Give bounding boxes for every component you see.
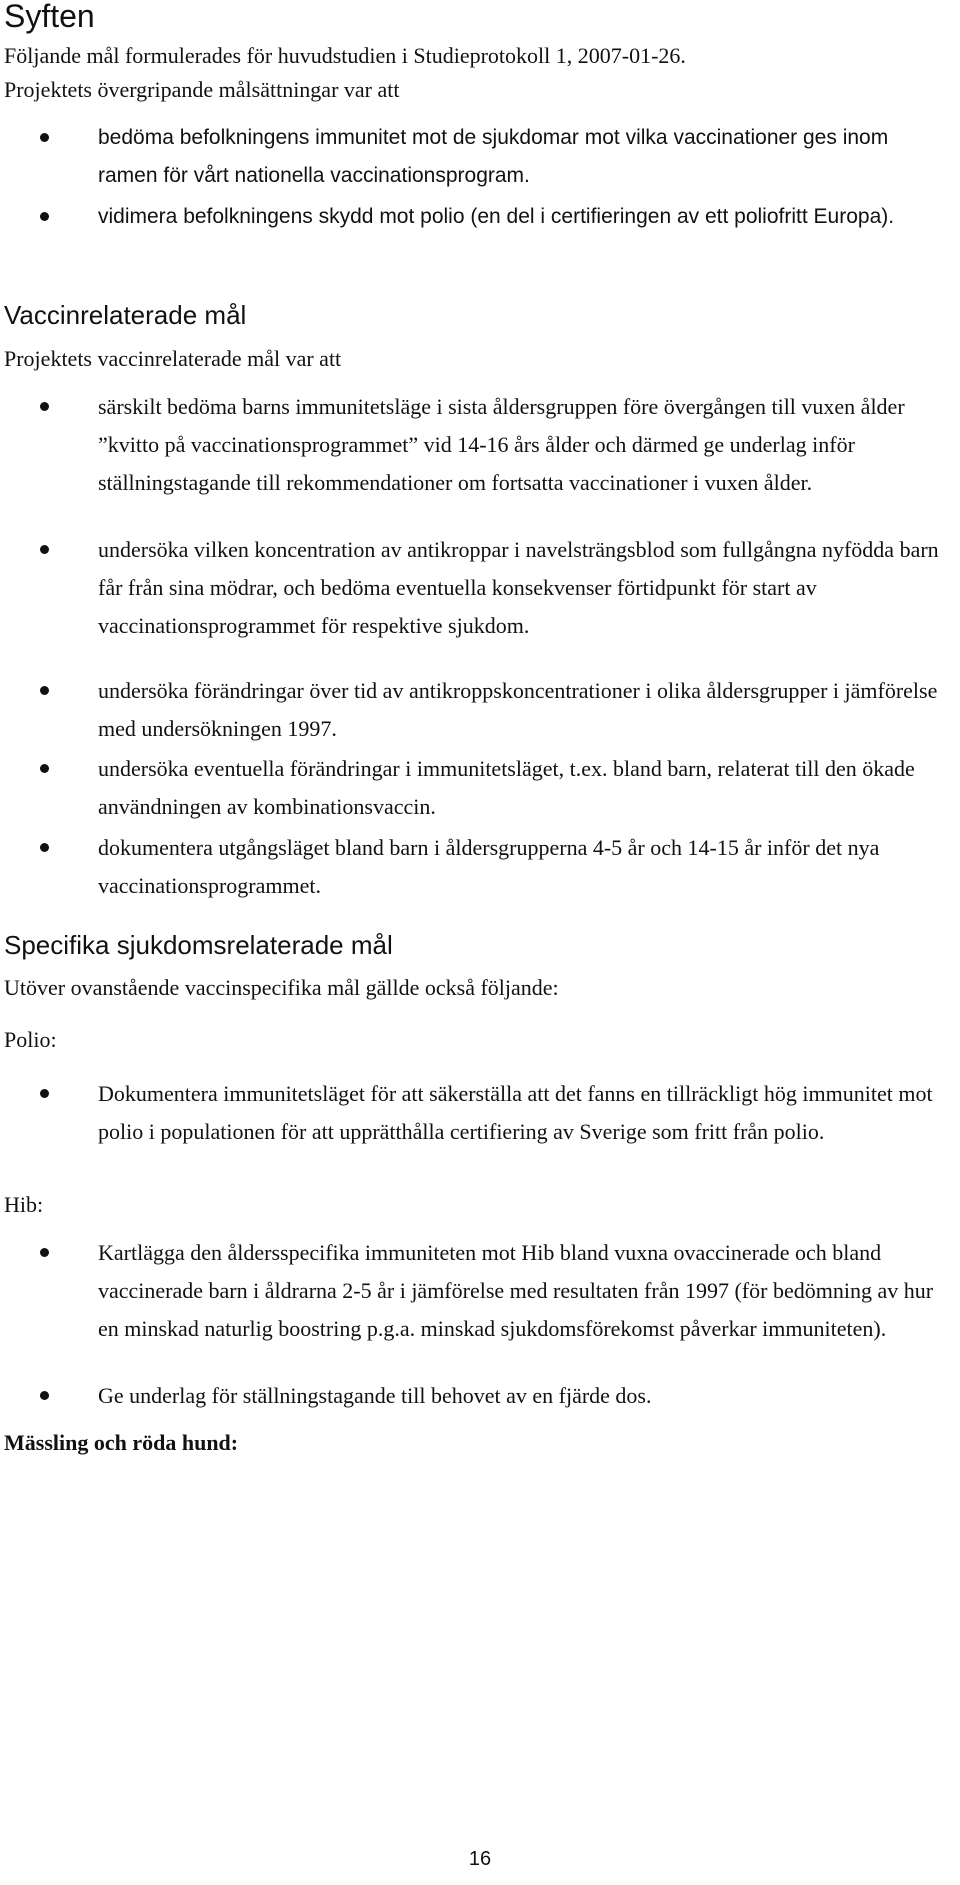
- syften-item-1: bedöma befolkningens immunitet mot de sjukdomar mot vilka vaccinationer ges inom ramen för vårt nationella vaccinationsprogram.: [98, 126, 889, 187]
- hib-label: Hib:: [4, 1192, 44, 1217]
- vaccin-item-4: undersöka eventuella förändringar i immunitetsläget, t.ex. bland barn, relaterat till den ökade användningen av kombinationsvaccin.: [98, 756, 915, 819]
- polio-label: Polio:: [4, 1027, 57, 1052]
- vaccin-intro: Projektets vaccinrelaterade mål var att: [4, 346, 342, 371]
- bullet: [40, 1089, 49, 1098]
- massling-label: Mässling och röda hund:: [4, 1430, 239, 1455]
- bullet: [40, 686, 49, 695]
- specifika-intro: Utöver ovanstående vaccinspecifika mål gällde också följande:: [4, 975, 559, 1000]
- syften-intro-2: Projektets övergripande målsättningar var att: [4, 77, 400, 102]
- heading-specifika: Specifika sjukdomsrelaterade mål: [4, 930, 393, 960]
- polio-item-1: Dokumentera immunitetsläget för att säkerställa att det fanns en tillräckligt hög immunitet mot polio i populationen för att upprätthålla certifiering av Sverige som fritt från polio.: [98, 1081, 933, 1144]
- heading-syften: Syften: [4, 0, 95, 34]
- vaccin-item-1: särskilt bedöma barns immunitetsläge i sista åldersgruppen före övergången till vuxen ålder ”kvitto på vaccinationsprogrammet” vid 14-16 års ålder och därmed ge underlag inför ställningstagande till rekommendationer om fortsatta vaccinationer i vuxen ålder.: [98, 394, 905, 495]
- hib-item-2: Ge underlag för ställningstagande till behovet av en fjärde dos.: [98, 1383, 652, 1408]
- vaccin-item-3: undersöka förändringar över tid av antikroppskoncentrationer i olika åldersgrupper i jämförelse med undersökningen 1997.: [98, 678, 938, 741]
- bullet: [40, 545, 49, 554]
- heading-vaccinrelaterade: Vaccinrelaterade mål: [4, 300, 247, 330]
- bullet: [40, 212, 49, 221]
- bullet: [40, 764, 49, 773]
- bullet: [40, 402, 49, 411]
- bullet: [40, 133, 49, 142]
- hib-item-1: Kartlägga den åldersspecifika immuniteten mot Hib bland vuxna ovaccinerade och bland vaccinerade barn i åldrarna 2-5 år i jämförelse med resultaten från 1997 (för bedömning av hur en minskad naturlig boostring p.g.a. minskad sjukdomsförekomst påverkar immuniteten).: [98, 1240, 934, 1341]
- bullet: [40, 1248, 49, 1257]
- vaccin-item-5: dokumentera utgångsläget bland barn i åldersgrupperna 4-5 år och 14-15 år inför det nya vaccinationsprogrammet.: [98, 835, 880, 898]
- syften-intro-1: Följande mål formulerades för huvudstudien i Studieprotokoll 1, 2007-01-26.: [4, 43, 686, 68]
- bullet: [40, 843, 49, 852]
- syften-item-2: vidimera befolkningens skydd mot polio (en del i certifieringen av ett poliofritt Europa).: [98, 205, 895, 228]
- bullet: [40, 1391, 49, 1400]
- vaccin-item-2: undersöka vilken koncentration av antikroppar i navelsträngsblod som fullgångna nyfödda barn får från sina mödrar, och bedöma eventuella konsekvenser förtidpunkt för start av vaccinationsprogrammet för respektive sjukdom.: [98, 537, 939, 638]
- page-number: 16: [468, 1848, 492, 1870]
